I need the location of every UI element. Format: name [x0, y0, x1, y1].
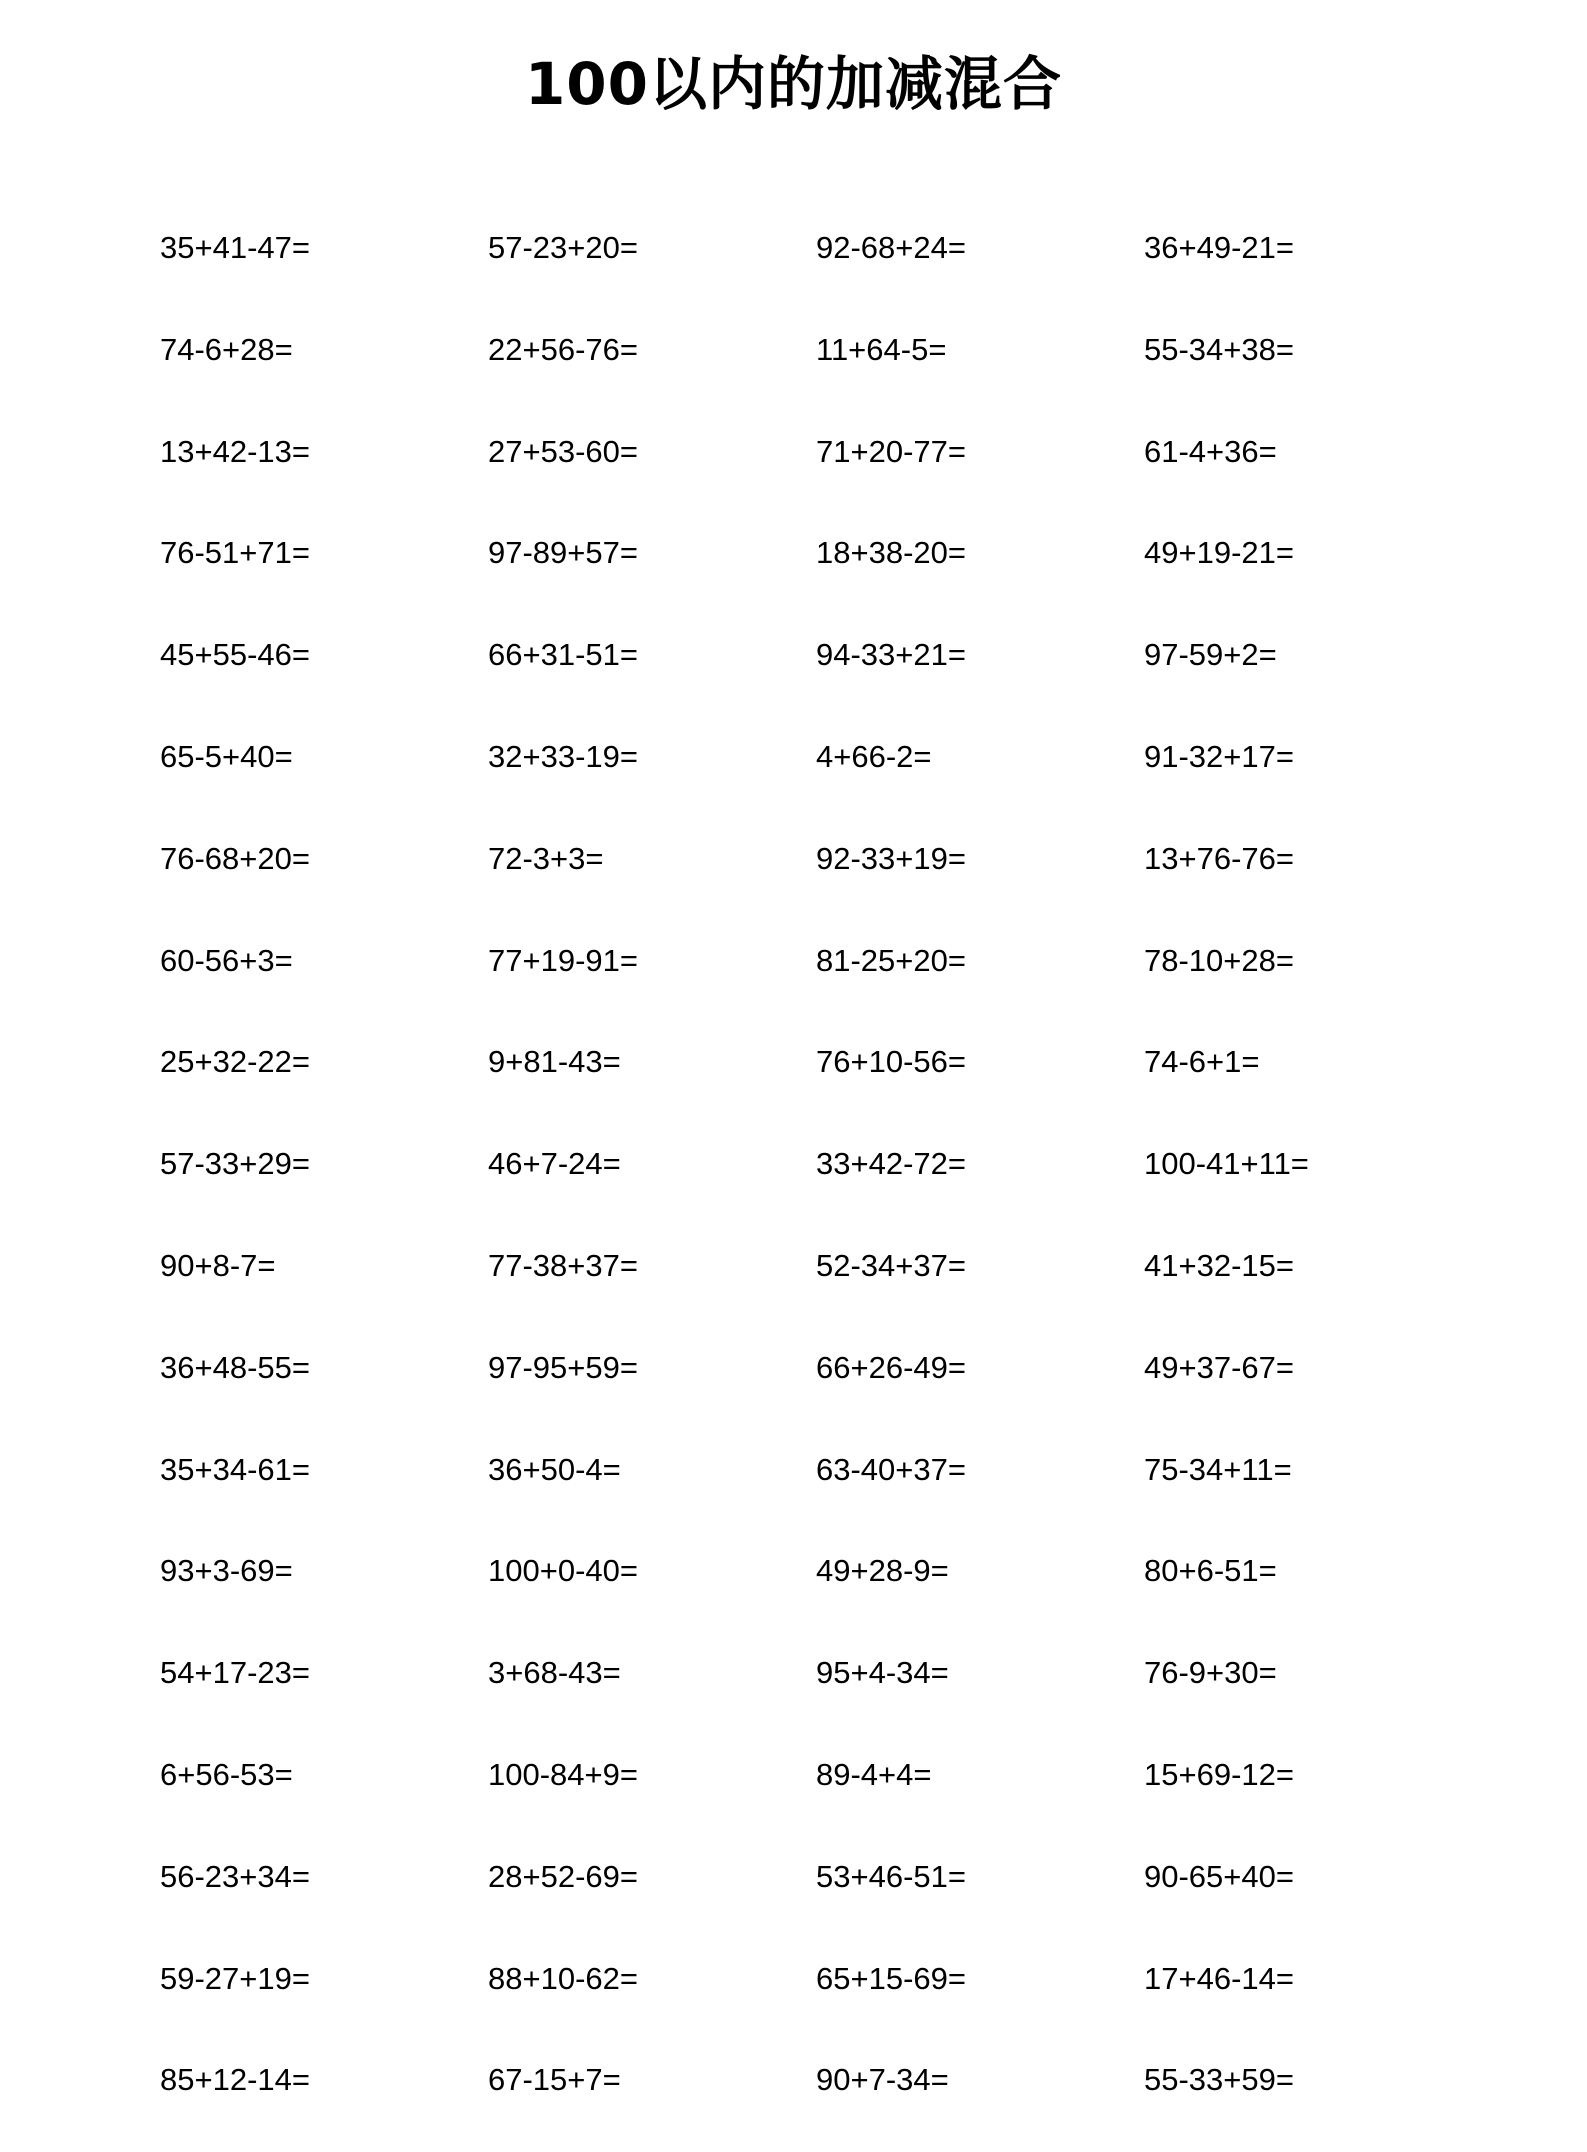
problem-cell: 97-89+57=: [488, 535, 638, 571]
problem-cell: 93+3-69=: [160, 1553, 293, 1589]
problem-cell: 59-27+19=: [160, 1960, 310, 1996]
problem-cell: 46+7-24=: [488, 1146, 621, 1182]
problem-cell: 92-33+19=: [816, 840, 966, 876]
problem-cell: 61-4+36=: [1144, 433, 1277, 469]
problem-cell: 94-33+21=: [816, 637, 966, 673]
problem-cell: 72-3+3=: [488, 840, 604, 876]
problem-cell: 36+49-21=: [1144, 230, 1294, 265]
problem-cell: 17+46-14=: [1144, 1960, 1294, 1996]
problem-cell: 77+19-91=: [488, 942, 638, 978]
problem-cell: 52-34+37=: [816, 1247, 966, 1283]
problem-cell: 55-34+38=: [1144, 331, 1294, 367]
problem-cell: 91-32+17=: [1144, 738, 1294, 774]
problem-cell: 56-23+34=: [160, 1858, 310, 1894]
problem-cell: 27+53-60=: [488, 433, 638, 469]
problem-cell: 74-6+1=: [1144, 1044, 1260, 1080]
problem-cell: 66+26-49=: [816, 1349, 966, 1385]
problem-cell: 49+37-67=: [1144, 1349, 1294, 1385]
page-title: 100以内的加减混合: [524, 50, 1063, 118]
problem-cell: 76-68+20=: [160, 840, 310, 876]
problem-cell: 57-33+29=: [160, 1146, 310, 1182]
problem-cell: 36+50-4=: [488, 1451, 621, 1487]
problem-cell: 33+42-72=: [816, 1146, 966, 1182]
problem-cell: 89-4+4=: [816, 1756, 932, 1792]
problem-cell: 45+55-46=: [160, 637, 310, 673]
problem-cell: 100-41+11=: [1144, 1146, 1309, 1182]
problem-cell: 6+56-53=: [160, 1756, 293, 1792]
problem-cell: 49+28-9=: [816, 1553, 949, 1589]
problem-cell: 78-10+28=: [1144, 942, 1294, 978]
problem-cell: 55-33+59=: [1144, 2062, 1294, 2098]
problem-cell: 92-68+24=: [816, 230, 966, 265]
problem-cell: 9+81-43=: [488, 1044, 621, 1080]
problem-cell: 76-9+30=: [1144, 1655, 1277, 1691]
problem-cell: 13+76-76=: [1144, 840, 1294, 876]
problem-cell: 54+17-23=: [160, 1655, 310, 1691]
problem-cell: 4+66-2=: [816, 738, 932, 774]
problem-cell: 65-5+40=: [160, 738, 293, 774]
problem-cell: 90-65+40=: [1144, 1858, 1294, 1894]
problem-cell: 80+6-51=: [1144, 1553, 1277, 1589]
problem-cell: 13+42-13=: [160, 433, 310, 469]
problem-cell: 95+4-34=: [816, 1655, 949, 1691]
problem-cell: 71+20-77=: [816, 433, 966, 469]
problem-cell: 97-59+2=: [1144, 637, 1277, 673]
problem-cell: 74-6+28=: [160, 331, 293, 367]
problem-cell: 3+68-43=: [488, 1655, 621, 1691]
problem-grid: [160, 218, 1490, 2152]
problem-cell: 85+12-14=: [160, 2062, 310, 2098]
problem-cell: 35+34-61=: [160, 1451, 310, 1487]
problem-cell: 65+15-69=: [816, 1960, 966, 1996]
problem-cell: 100+0-40=: [488, 1553, 638, 1589]
problem-cell: 49+19-21=: [1144, 535, 1294, 571]
problem-cell: 67-15+7=: [488, 2062, 621, 2098]
problem-cell: 25+32-22=: [160, 1044, 310, 1080]
problem-cell: 18+38-20=: [816, 535, 966, 571]
problem-cell: 57-23+20=: [488, 230, 638, 265]
problem-cell: 100-84+9=: [488, 1756, 638, 1792]
problem-cell: 90+7-34=: [816, 2062, 949, 2098]
problem-cell: 81-25+20=: [816, 942, 966, 978]
problem-cell: 75-34+11=: [1144, 1451, 1292, 1487]
problem-cell: 11+64-5=: [816, 331, 947, 367]
problem-cell: 41+32-15=: [1144, 1247, 1294, 1283]
problem-cell: 66+31-51=: [488, 637, 638, 673]
problem-cell: 28+52-69=: [488, 1858, 638, 1894]
problem-cell: 88+10-62=: [488, 1960, 638, 1996]
problem-cell: 15+69-12=: [1144, 1756, 1294, 1792]
problem-cell: 60-56+3=: [160, 942, 293, 978]
problem-cell: 97-95+59=: [488, 1349, 638, 1385]
problem-cell: 76-51+71=: [160, 535, 310, 571]
problem-cell: 32+33-19=: [488, 738, 638, 774]
problem-cell: 36+48-55=: [160, 1349, 310, 1385]
problem-cell: 76+10-56=: [816, 1044, 966, 1080]
problem-cell: 77-38+37=: [488, 1247, 638, 1283]
problem-cell: 53+46-51=: [816, 1858, 966, 1894]
problem-cell: 63-40+37=: [816, 1451, 966, 1487]
problem-cell: 22+56-76=: [488, 331, 638, 367]
problem-cell: 90+8-7=: [160, 1247, 276, 1283]
problem-cell: 35+41-47=: [160, 230, 310, 265]
